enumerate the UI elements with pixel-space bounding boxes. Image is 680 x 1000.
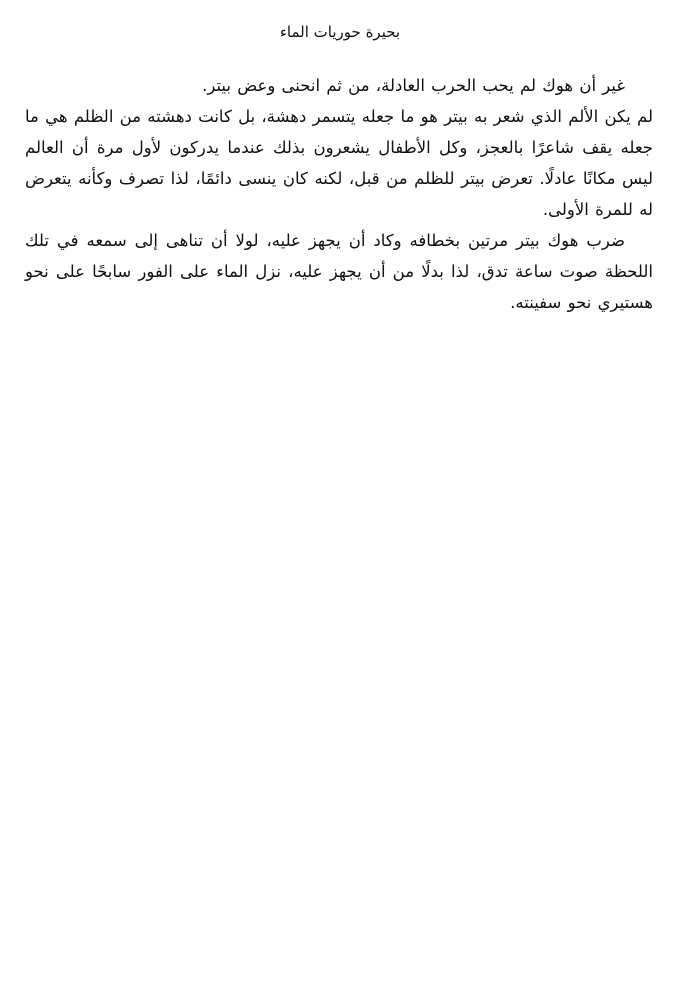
- paragraph-2: لم يكن الألم الذي شعر به بيتر هو ما جعله يتسمر دهشة، بل كانت دهشته من الظلم هي ما جعله يقف شاعرًا بالعجز، وكل الأطفال يشعرون بذلك عندما يدركون لأول مرة أن العالم ليس مكانًا عادلًا. تعرض بيتر للظلم من قبل، لكنه كان ينسى دائمًا، لذا تصرف وكأنه يتعرض له للمرة الأولى.: [25, 107, 653, 219]
- paragraph-3: ضرب هوك بيتر مرتين بخطافه وكاد أن يجهز عليه، لولا أن تناهى إلى سمعه في تلك اللحظة صوت ساعة تدق، لذا بدلًا من أن يجهز عليه، نزل الماء على الفور سابحًا على نحو هستيري نحو سفينته.: [25, 231, 653, 312]
- running-head-title: بحيرة حوريات الماء: [279, 23, 401, 41]
- body-text: [25, 70, 653, 318]
- paragraph-1: غير أن هوك لم يحب الحرب العادلة، من ثم انحنى وعض بيتر.: [202, 76, 625, 95]
